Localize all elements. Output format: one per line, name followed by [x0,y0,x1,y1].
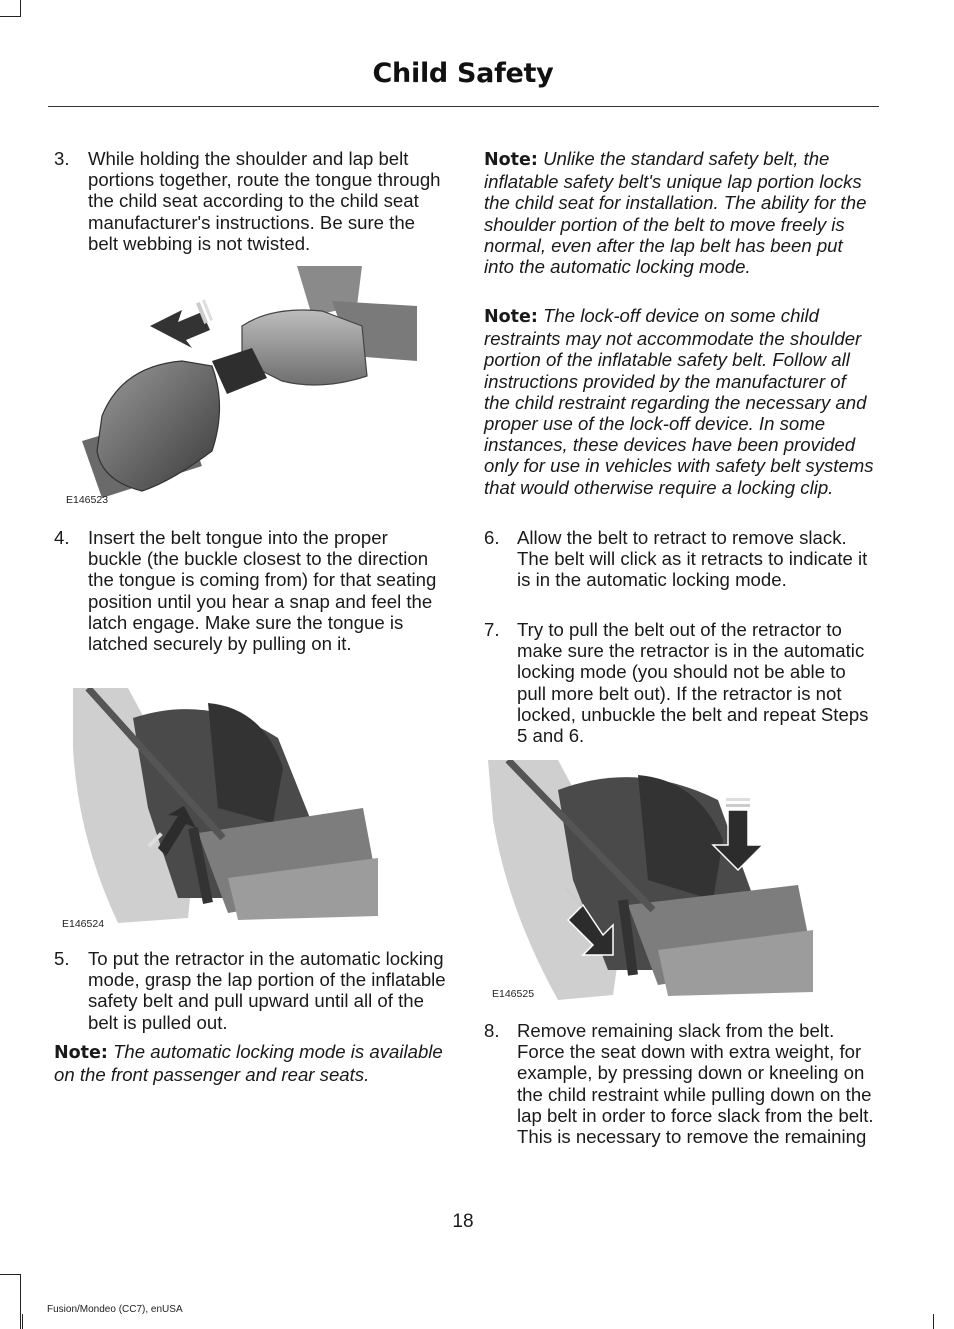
note-label: Note: [54,1043,108,1063]
header-rule [48,106,879,107]
note-label: Note: [484,307,538,327]
footer-text: Fusion/Mondeo (CC7), enUSA [47,1304,183,1315]
step-number: 6. [484,527,500,548]
step-text: Try to pull the belt out of the retractor to make sure the retractor is in the automatic locking mode (you should not be able to pull more belt out). If the retractor is not locked, unbuckle the belt and repeat Steps 5 and 6. [517,619,869,747]
figure-child-seat-press [488,760,818,1006]
note-label: Note: [484,150,538,170]
figure-belt-tongue [62,266,422,512]
crop-mark [22,1314,23,1329]
step-number: 5. [54,948,70,969]
page-title: Child Safety [372,58,554,89]
step-number: 3. [54,148,70,169]
note-text: Unlike the standard safety belt, the inflatable safety belt's unique lap portion locks the child seat for installation. The ability for the shoulder portion of the belt to move freely is normal, even after the lap belt has been put into the automatic locking mode. [484,148,867,278]
crop-mark [0,16,20,17]
figure-code: E146523 [66,494,109,506]
page-number: 18 [452,1211,474,1232]
note-inflatable-belt [484,148,876,277]
belt-tongue-illustration [62,266,422,512]
figure-code: E146524 [62,918,105,930]
child-seat-press-illustration [488,760,818,1006]
note-automatic-locking [54,1041,446,1085]
child-seat-illustration [58,688,388,934]
note-text: The automatic locking mode is available on the front passenger and rear seats. [54,1041,443,1086]
step-number: 4. [54,527,70,548]
step-text: To put the retractor in the automatic locking mode, grasp the lap portion of the inflatable safety belt and pull upward until all of the belt is pulled out. [88,948,446,1033]
step-number: 8. [484,1020,500,1041]
crop-mark [0,1274,20,1275]
crop-mark [933,1314,934,1329]
figure-child-seat-buckle [58,688,388,934]
step-text: While holding the shoulder and lap belt portions together, route the tongue through the child seat according to the child seat manufacturer's instructions. Be sure the belt webbing is not twisted. [88,148,441,254]
note-text: The lock-off device on some child restraints may not accommodate the shoulder portion of the inflatable safety belt. Follow all instructions provided by the manufacturer of the child restraint regarding the necessary and proper use of the lock-off device. In some instances, these devices have been provided only for use in vehicles with safety belt systems that would otherwise require a locking clip. [484,305,874,498]
crop-mark [20,0,21,17]
crop-mark [20,1274,21,1329]
step-number: 7. [484,619,500,640]
step-text: Insert the belt tongue into the proper buckle (the buckle closest to the direction the tongue is coming from) for that seating position until you hear a snap and feel the latch engage. Make sure the tongue is latched securely by pulling on it. [88,527,437,655]
note-lock-off-device [484,305,876,498]
step-text: Remove remaining slack from the belt. Force the seat down with extra weight, for example, by pressing down or kneeling on the child restraint while pulling down on the lap belt in order to force slack from the belt. This is necessary to remove the remaining [517,1020,874,1148]
step-text: Allow the belt to retract to remove slack. The belt will click as it retracts to indicate it is in the automatic locking mode. [517,527,868,591]
figure-code: E146525 [492,988,535,1000]
